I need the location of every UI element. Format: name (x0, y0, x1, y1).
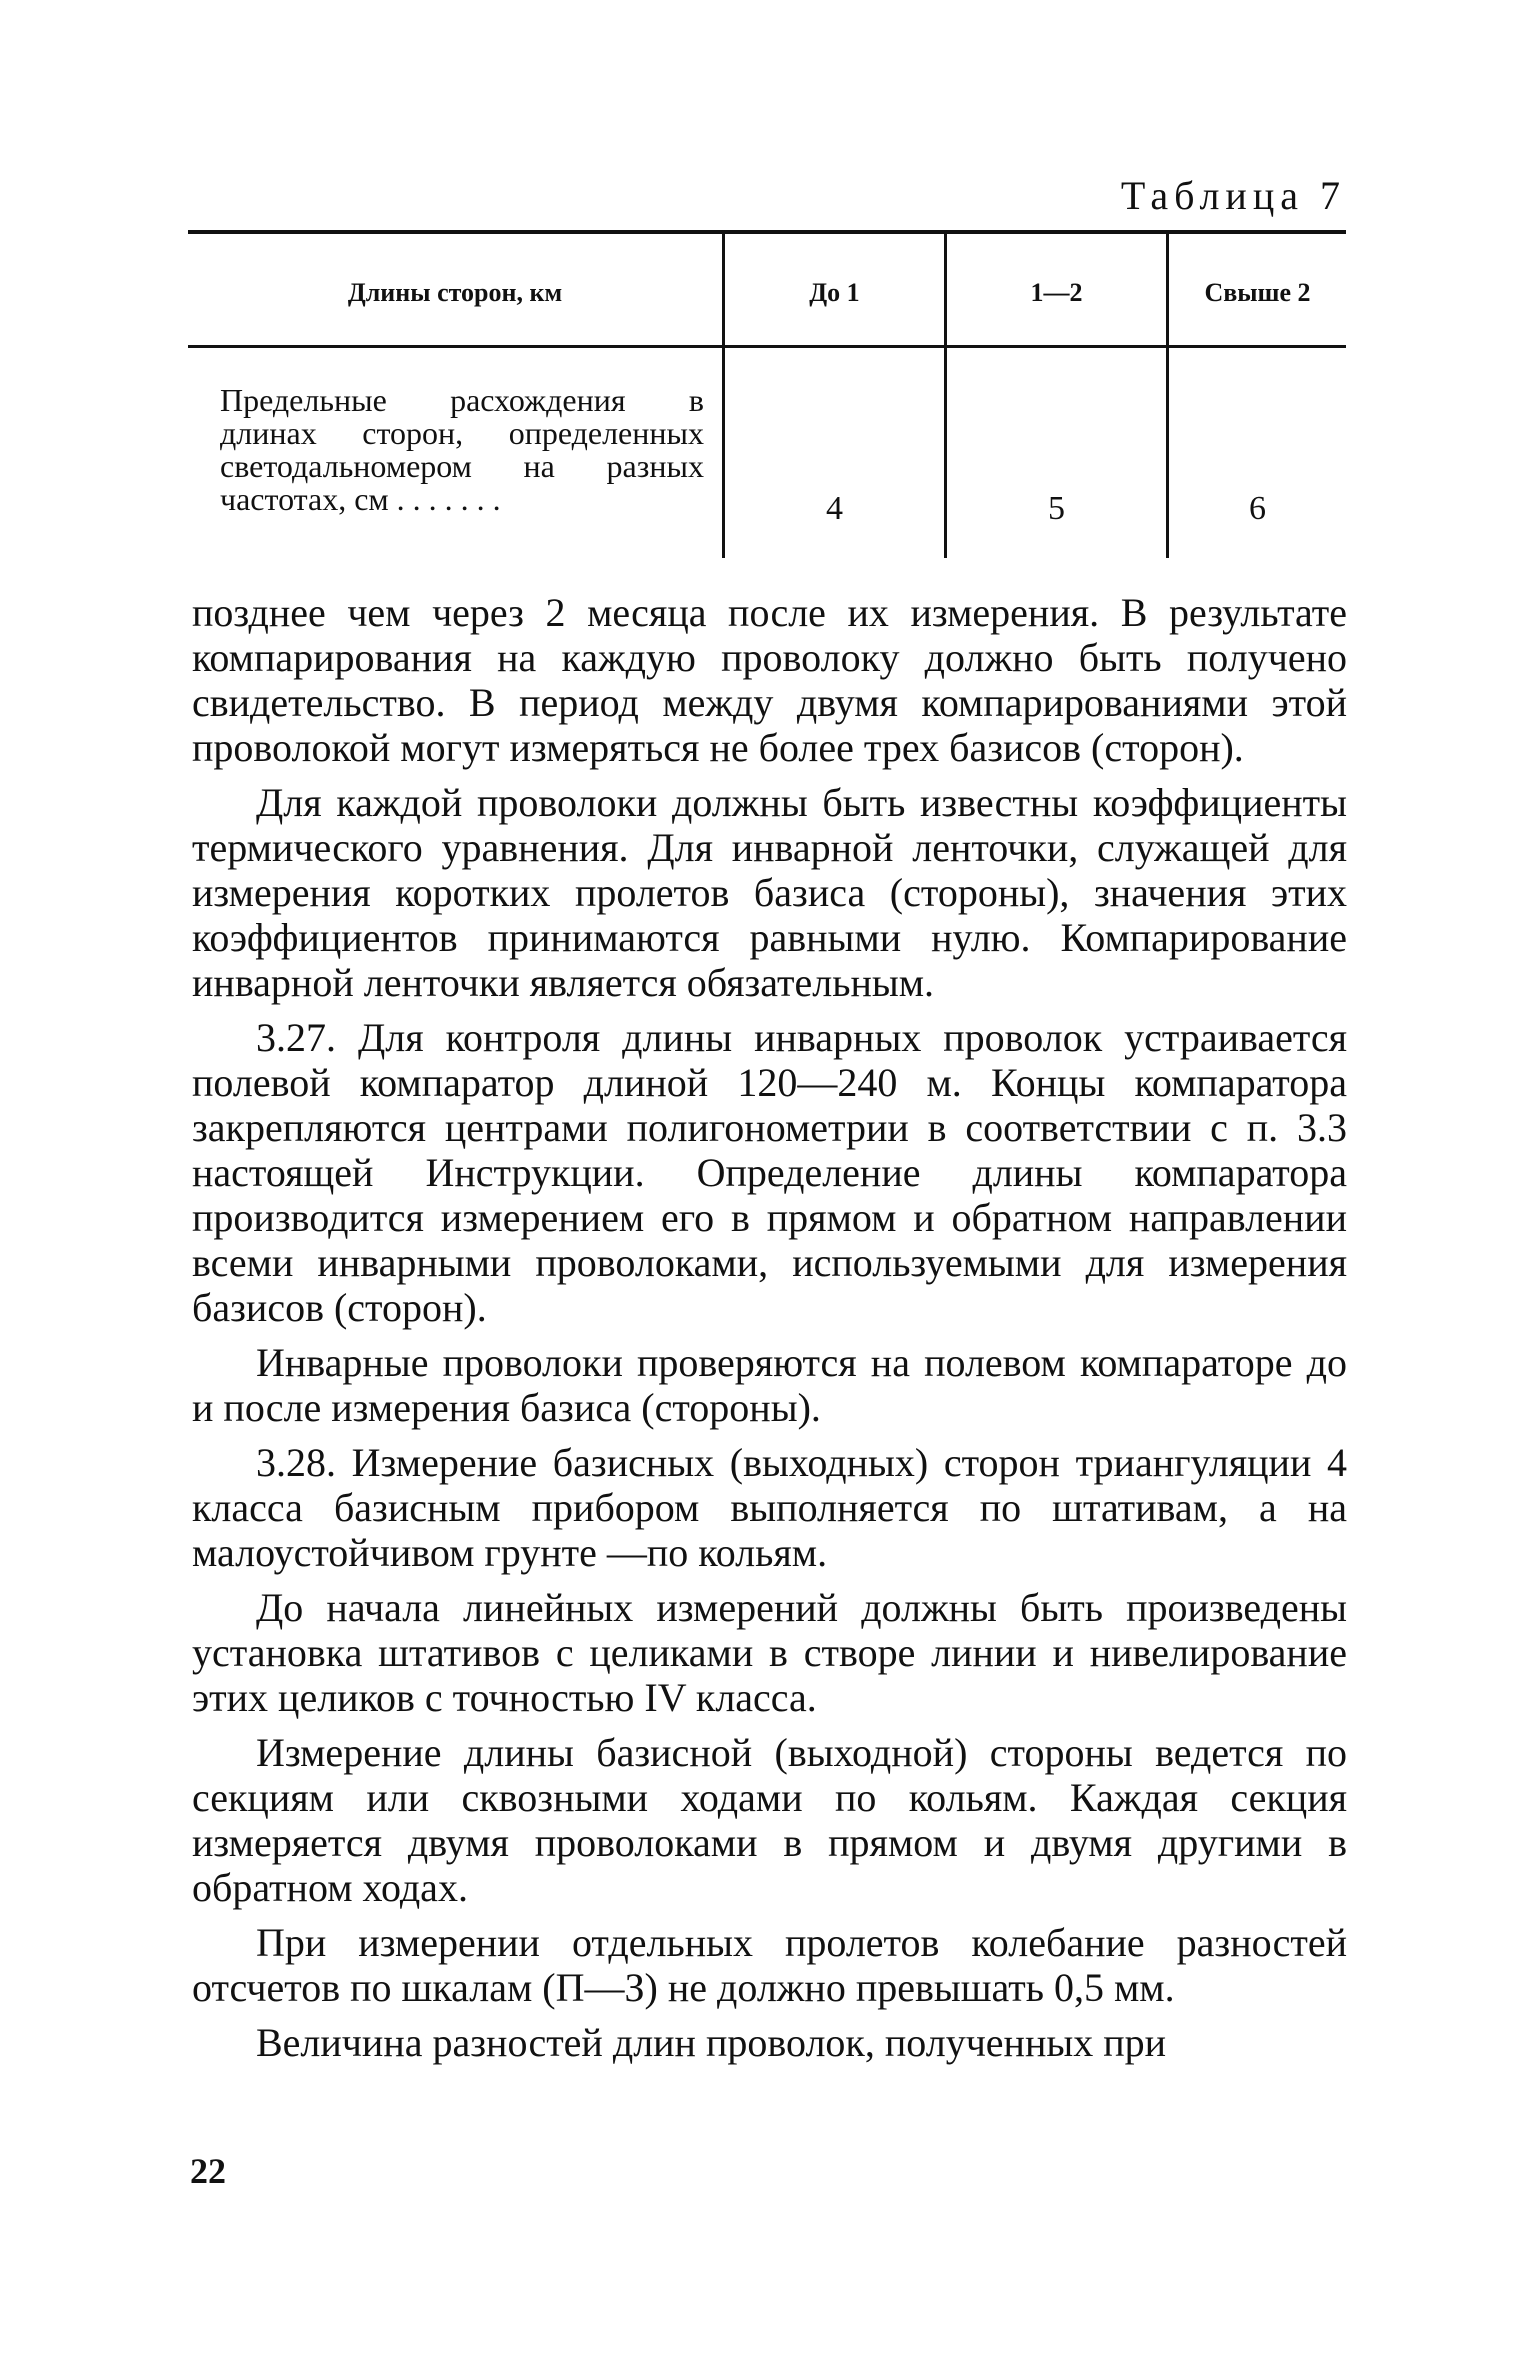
page-number: 22 (190, 2151, 226, 2191)
paragraph: Измерение длины базисной (выходной) стороны ведется по секциям или сквозными ходами по кольям. Каждая секция измеряется двумя проволоками в прямом и двумя другими в обратном ходах. (192, 1730, 1347, 1910)
paragraph: Величина разностей длин проволок, полученных при (256, 2020, 1167, 2065)
table-top-rule (188, 230, 1346, 234)
paragraph: Для каждой проволоки должны быть известны коэффициенты термического уравнения. Для инварной ленточки, служащей для измерения коротких пролетов базиса (стороны), значения этих коэффициентов принимаются равными нулю. Компарирование инварной ленточки является обязательным. (192, 780, 1347, 1005)
table-row-label (220, 384, 704, 516)
paragraph: До начала линейных измерений должны быть произведены установка штативов с целиками в створе линии и нивелирование этих целиков с точностью IV класса. (192, 1585, 1347, 1720)
table-cell-value: 6 (1249, 490, 1266, 527)
paragraph: При измерении отдельных пролетов колебание разностей отсчетов по шкалам (П—З) не должно превышать 0,5 мм. (192, 1920, 1347, 2010)
table-header-rule (188, 345, 1346, 348)
table-header-col2: 1—2 (1030, 278, 1083, 307)
table-caption: Таблица 7 (1120, 173, 1346, 218)
table-cell-value: 5 (1048, 490, 1065, 527)
table-row-label-line: светодальномером на разных (220, 448, 704, 484)
table-header-col1: До 1 (809, 278, 860, 307)
table-row-label-line: длинах сторон, определенных (220, 415, 704, 451)
paragraph: 3.28. Измерение базисных (выходных) сторон триангуляции 4 класса базисным прибором выполняется по штативам, а на малоустойчивом грунте —по кольям. (192, 1440, 1347, 1575)
table-row-label-line: Предельные расхождения в (220, 382, 704, 418)
table-header-col3: Свыше 2 (1204, 278, 1311, 307)
table-header-label: Длины сторон, км (347, 278, 563, 307)
body-text (192, 590, 1347, 2075)
paragraph: 3.27. Для контроля длины инварных проволок устраивается полевой компаратор длиной 120—240 м. Концы компаратора закрепляются центрами полигонометрии в соответствии с п. 3.3 настоящей Инструкции. Определение длины компаратора производится измерением его в прямом и обратном направлении всеми инварными проволоками, используемыми для измерения базисов (сторон). (192, 1015, 1347, 1330)
table-cell-value: 4 (826, 490, 843, 527)
paragraph: Инварные проволоки проверяются на полевом компараторе до и после измерения базиса (стороны). (192, 1340, 1347, 1430)
table-row-label-line: частотах, см . . . . . . . (220, 481, 501, 517)
paragraph: позднее чем через 2 месяца после их измерения. В результате компарирования на каждую проволоку должно быть получено свидетельство. В период между двумя компарированиями этой проволокой могут измеряться не более трех базисов (сторон). (192, 590, 1347, 770)
